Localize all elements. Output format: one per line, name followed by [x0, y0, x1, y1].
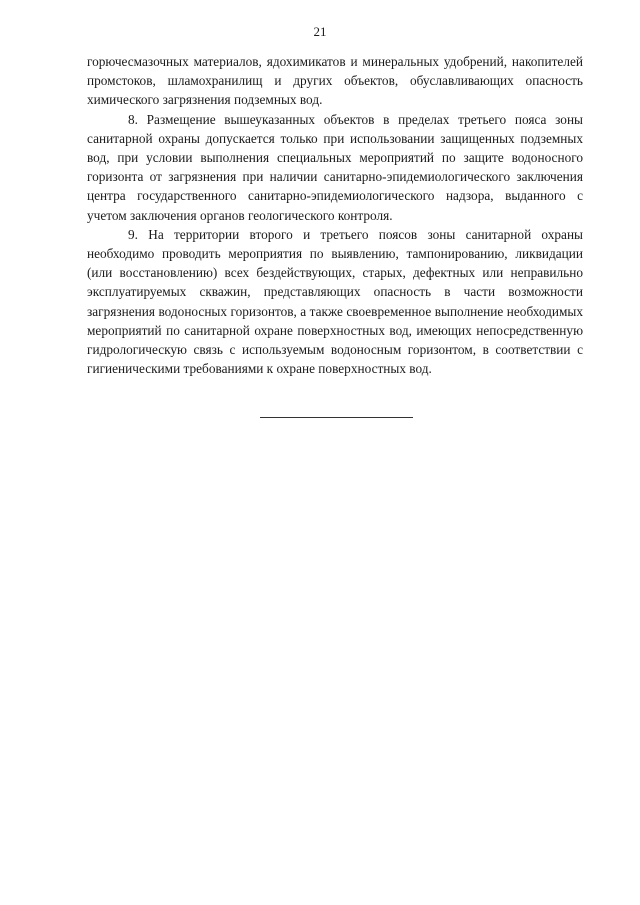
paragraph-item-8: 8. Размещение вышеуказанных объектов в пределах третьего пояса зоны санитарной охраны допускается только при использовании защищенных подземных вод, при условии выполнения специальных мероприятий по защите водоносного горизонта от загрязнения при наличии санитарно-эпидемиологического заключения центра государственного санитарно-эпидемиологического надзора, выданного с учетом заключения органов геологического контроля.: [87, 111, 583, 223]
page-number: 21: [313, 24, 327, 39]
document-body: [87, 52, 583, 378]
paragraph-item-9: 9. На территории второго и третьего поясов зоны санитарной охраны необходимо проводить мероприятия по выявлению, тампонированию, ликвидации (или восстановлению) всех бездействующих, старых, дефектных или неправильно эксплуатируемых скважин, представляющих опасность в части возможности загрязнения водоносных горизонтов, а также своевременное выполнение необходимых мероприятий по санитарной охране поверхностных вод, имеющих непосредственную гидрологическую связь с используемым водоносным горизонтом, в соответствии с гигиеническими требованиями к охране поверхностных вод.: [87, 226, 583, 377]
paragraph-continuation: горючесмазочных материалов, ядохимикатов и минеральных удобрений, накопителей промстоков, шламохранилищ и других объектов, обуславливающих опасность химического загрязнения подземных вод.: [87, 54, 583, 108]
end-divider-line: [260, 417, 413, 418]
